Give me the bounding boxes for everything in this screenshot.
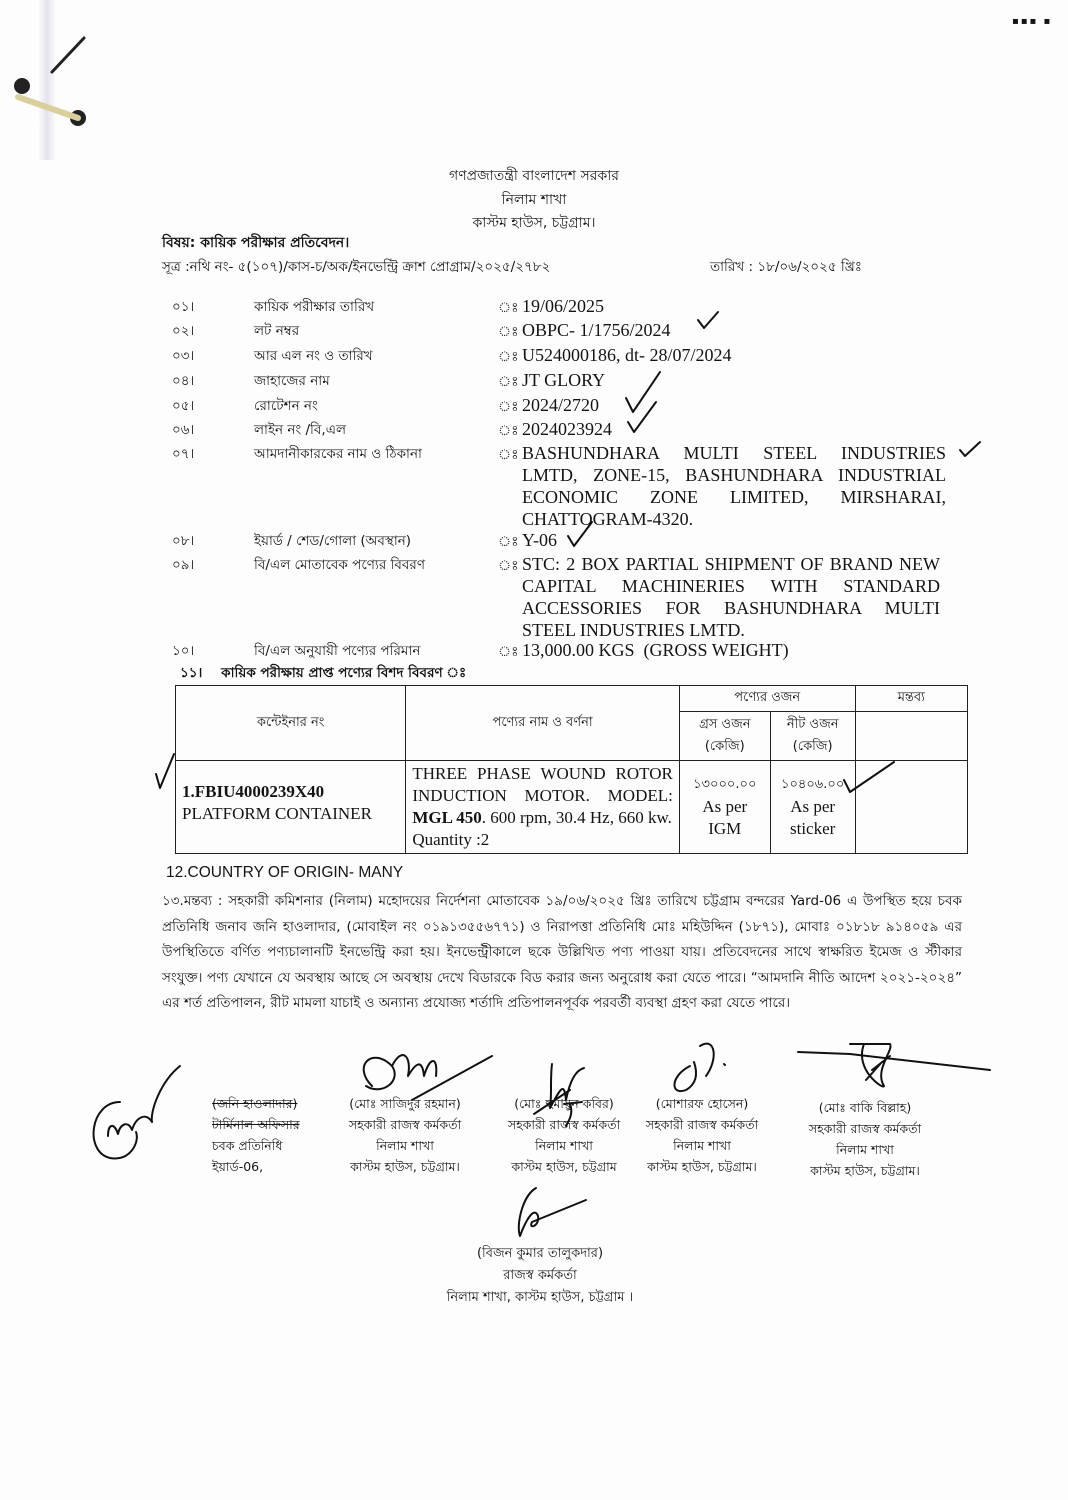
signatory-name: (মোঃ সাজিদুর রহমান): [349, 1096, 461, 1111]
header-net-weight: নীট ওজন (কেজি): [770, 712, 855, 761]
description-cell: [406, 761, 680, 854]
item-label: রোটেশন নং: [254, 398, 318, 414]
final-signatory-office: নিলাম শাখা, কাস্টম হাউস, চট্টগ্রাম ।: [446, 1290, 634, 1305]
signatory-port-rep: [212, 1093, 332, 1177]
signatory-line3: নিলাম শাখা: [535, 1138, 593, 1153]
item-value: BASHUNDHARA MULTI STEEL INDUSTRIES LMTD, ZONE-15, BASHUNDHARA INDUSTRIAL ECONOMIC ZONE LIMITED, MIRSHARAI, CHATTOGRAM-4320.: [522, 443, 946, 529]
item-colon: ঃ: [498, 300, 519, 316]
description-text: THREE PHASE WOUND ROTOR INDUCTION MOTOR. MODEL:: [412, 764, 673, 805]
section-label: কায়িক পরীক্ষায় প্রাপ্ত পণ্যের বিশদ বিবরণ ঃ: [221, 665, 467, 681]
signatory-title: সহকারী রাজস্ব কর্মকর্তা: [645, 1117, 759, 1132]
item-colon: ঃ: [498, 644, 519, 660]
signatory-line4: কাস্টম হাউস, চট্টগ্রাম।: [810, 1163, 920, 1178]
item-colon: ঃ: [498, 324, 519, 340]
item-label: বি/এল মোতাবেক পণ্যের বিবরণ: [254, 557, 426, 573]
item-number: ১০।: [172, 643, 195, 659]
remarks-paragraph: ১৩.মন্তব্য : সহকারী কমিশনার (নিলাম) মহোদয়ের নির্দেশনা মোতাবেক ১৯/০৬/২০২৫ খ্রিঃ তারিখে চট্টগ্রাম বন্দরের Yard-06 এ উপস্থিত হয়ে চবক প্রতিনিধি জনাব জনি হাওলাদার, (মোবাইল নং ০১৯১৩৫৫৬৭৭১) ও নিরাপত্তা প্রতিনিধি মোঃ মহিউদ্দিন (১৮৭১), মোবাঃ ০১৮১৮ ৯১৪০৫৯ এর উপস্থিতিতে বর্ণিত পণ্যচালানটি ইনভেন্ট্রি করা হয়। ইনভেন্ট্রীকালে ছকে উল্লিখিত পণ্য পাওয়া যায়। প্রতিবেদনের সাথে স্বাক্ষরিত ইমেজ ও স্টীকার সংযুক্ত। পণ্য যেখানে যে অবস্থায় আছে সে অবস্থায় দেখে বিডারকে বিড করার জন্য অনুরোধ করা যেতে পারে। “আমদানি নীতি আদেশ ২০২১-২০২৪” এর শর্ত প্রতিপালন, রীট মামলা যাচাই ও অন্যান্য প্রযোজ্য শর্তাদি প্রতিপালনপূর্বক পরবর্তী ব্যবস্থা গ্রহণ করা যেতে পারে।: [162, 893, 962, 1011]
item-value: OBPC- 1/1756/2024: [522, 320, 671, 340]
item-colon: ঃ: [498, 447, 519, 463]
section-11-heading: [180, 662, 466, 685]
signature-mark: [80, 1062, 190, 1172]
gross-weight-note: As per IGM: [702, 796, 748, 838]
signatory-humayun: [494, 1093, 634, 1177]
table-header-row: [176, 686, 968, 712]
item-number: ০৩।: [172, 348, 195, 364]
header-description: পণ্যের নাম ও বর্ণনা: [406, 686, 680, 761]
checkmark-icon: [566, 520, 596, 550]
signatory-line4: কাস্টম হাউস, চট্টগ্রাম: [511, 1159, 617, 1174]
item-number: ০১।: [172, 299, 195, 315]
signatory-line3: চবক প্রতিনিধি: [212, 1138, 283, 1153]
checkmark-icon: [626, 400, 660, 436]
header-container-no: কন্টেইনার নং: [176, 686, 406, 761]
signatory-line4: কাস্টম হাউস, চট্টগ্রাম।: [350, 1159, 460, 1174]
item-label: জাহাজের নাম: [254, 373, 330, 389]
item-label: আর এল নং ও তারিখ: [254, 348, 373, 364]
final-signatory: [400, 1243, 680, 1309]
item-label: আমদানীকারকের নাম ও ঠিকানা: [254, 446, 422, 462]
container-number: 1.FBIU4000239X40: [182, 782, 325, 801]
item-colon: ঃ: [498, 349, 519, 365]
checkmark-icon: [154, 752, 178, 792]
signatory-name: (মোশারফ হোসেন): [655, 1096, 749, 1111]
header-government: গণপ্রজাতন্ত্রী বাংলাদেশ সরকার: [449, 168, 619, 184]
item-label: বি/এল অনুযায়ী পণ্যের পরিমান: [254, 643, 421, 659]
header-weight-group: পণ্যের ওজন: [679, 686, 855, 712]
item-value: Y-06: [522, 530, 557, 550]
item-number: ০৬।: [172, 422, 195, 438]
container-cell: [176, 761, 406, 854]
item-value: U524000186, dt- 28/07/2024: [522, 345, 732, 365]
signatory-title: সহকারী রাজস্ব কর্মকর্তা: [507, 1117, 621, 1132]
section-number: ১১।: [180, 665, 203, 681]
item-value: 13,000.00 KGS (GROSS WEIGHT): [522, 640, 789, 660]
item-number: ০৮।: [172, 533, 195, 549]
signature-mark: [794, 1040, 994, 1096]
signatory-mosharaf: [632, 1093, 772, 1177]
signatory-line3: নিলাম শাখা: [836, 1142, 894, 1157]
goods-description: [412, 763, 673, 829]
signatory-sajidur: [330, 1093, 480, 1177]
header-branch: নিলাম শাখা: [501, 192, 567, 208]
item-label: কায়িক পরীক্ষার তারিখ: [254, 299, 375, 315]
item-value: 19/06/2025: [522, 296, 605, 316]
signatory-title: সহকারী রাজস্ব কর্মকর্তা: [348, 1117, 462, 1132]
checkmark-icon: [842, 760, 898, 796]
header-office: কাস্টম হাউস, চট্টগ্রাম।: [472, 215, 596, 231]
model-number: MGL 450: [412, 808, 482, 827]
item-number: ০৭।: [172, 446, 195, 462]
item-label: লাইন নং /বি,এল: [254, 422, 347, 438]
signatory-line4: ইয়ার্ড-06,: [212, 1159, 264, 1174]
goods-quantity: Quantity :2: [412, 830, 490, 849]
final-signatory-title: রাজস্ব কর্মকর্তা: [503, 1268, 577, 1283]
signatory-baki-billah: [790, 1097, 940, 1181]
signature-mark: [660, 1036, 730, 1100]
signatory-title: টার্মিনাল অফিসার: [212, 1117, 300, 1132]
signatory-line3: নিলাম শাখা: [673, 1138, 731, 1153]
subject-line: বিষয়: কায়িক পরীক্ষার প্রতিবেদন।: [162, 235, 350, 251]
item-value: 2024023924: [522, 419, 612, 439]
item-value: JT GLORY: [522, 370, 606, 390]
signatory-title: সহকারী রাজস্ব কর্মকর্তা: [808, 1121, 922, 1136]
file-tag-string-icon: [0, 0, 100, 140]
header-remarks-blank: [855, 712, 967, 761]
item-colon: ঃ: [498, 399, 519, 415]
header-remarks: মন্তব্য: [855, 686, 967, 712]
signatory-name: (জনি হাওলাদার): [212, 1096, 298, 1111]
container-type: PLATFORM CONTAINER: [182, 804, 372, 823]
country-of-origin: 12.COUNTRY OF ORIGIN- MANY: [166, 864, 404, 881]
checkmark-icon: [696, 310, 722, 332]
item-number: ০৯।: [172, 557, 195, 573]
signatory-line4: কাস্টম হাউস, চট্টগ্রাম।: [647, 1159, 757, 1174]
net-weight-value: ১০৪০৬.০০: [781, 776, 845, 792]
checkmark-icon: [958, 440, 984, 460]
item-colon: ঃ: [498, 534, 519, 550]
item-number: ০৪।: [172, 373, 195, 389]
item-colon: ঃ: [498, 423, 519, 439]
gross-weight-value: ১৩০০০.০০: [693, 776, 757, 792]
item-label: ইয়ার্ড / শেড/গোলা (অবস্থান): [254, 533, 412, 549]
final-signatory-name: (বিজন কুমার তালুকদার): [476, 1246, 604, 1261]
item-value: 2024/2720: [522, 395, 600, 415]
item-colon: ঃ: [498, 558, 519, 574]
item-value: STC: 2 BOX PARTIAL SHIPMENT OF BRAND NEW CAPITAL MACHINERIES WITH STANDARD ACCESSORIES FOR BASHUNDHARA MULTI STEEL INDUSTRIES LMTD.: [522, 554, 940, 640]
signature-mark: [512, 1186, 592, 1246]
gross-weight-cell: [679, 761, 770, 854]
item-number: ০৫।: [172, 398, 195, 414]
net-weight-note: As per sticker: [790, 796, 836, 838]
description-specs: . 600 rpm, 30.4 Hz, 660 kw.: [481, 808, 672, 827]
corner-marks: ▪▪▪ ▪: [1012, 16, 1053, 27]
header-gross-weight: গ্রস ওজন (কেজি): [679, 712, 770, 761]
signatory-name: (মোঃ বাকি বিল্লাহ): [818, 1100, 912, 1115]
signatory-line3: নিলাম শাখা: [376, 1138, 434, 1153]
reference-number: সূত্র :নথি নং- ৫(১০৭)/কাস-চ/অক/ইনভেন্ট্রি ক্রাশ প্রোগ্রাম/২০২৫/২৭৮২: [162, 259, 551, 275]
item-colon: ঃ: [498, 374, 519, 390]
item-label: লট নম্বর: [254, 323, 300, 339]
signatory-name: (মোঃ হুমায়ুন কবির): [514, 1096, 614, 1111]
item-number: ০২।: [172, 323, 195, 339]
reference-date: তারিখ : ১৮/০৬/২০২৫ খ্রিঃ: [710, 259, 862, 275]
